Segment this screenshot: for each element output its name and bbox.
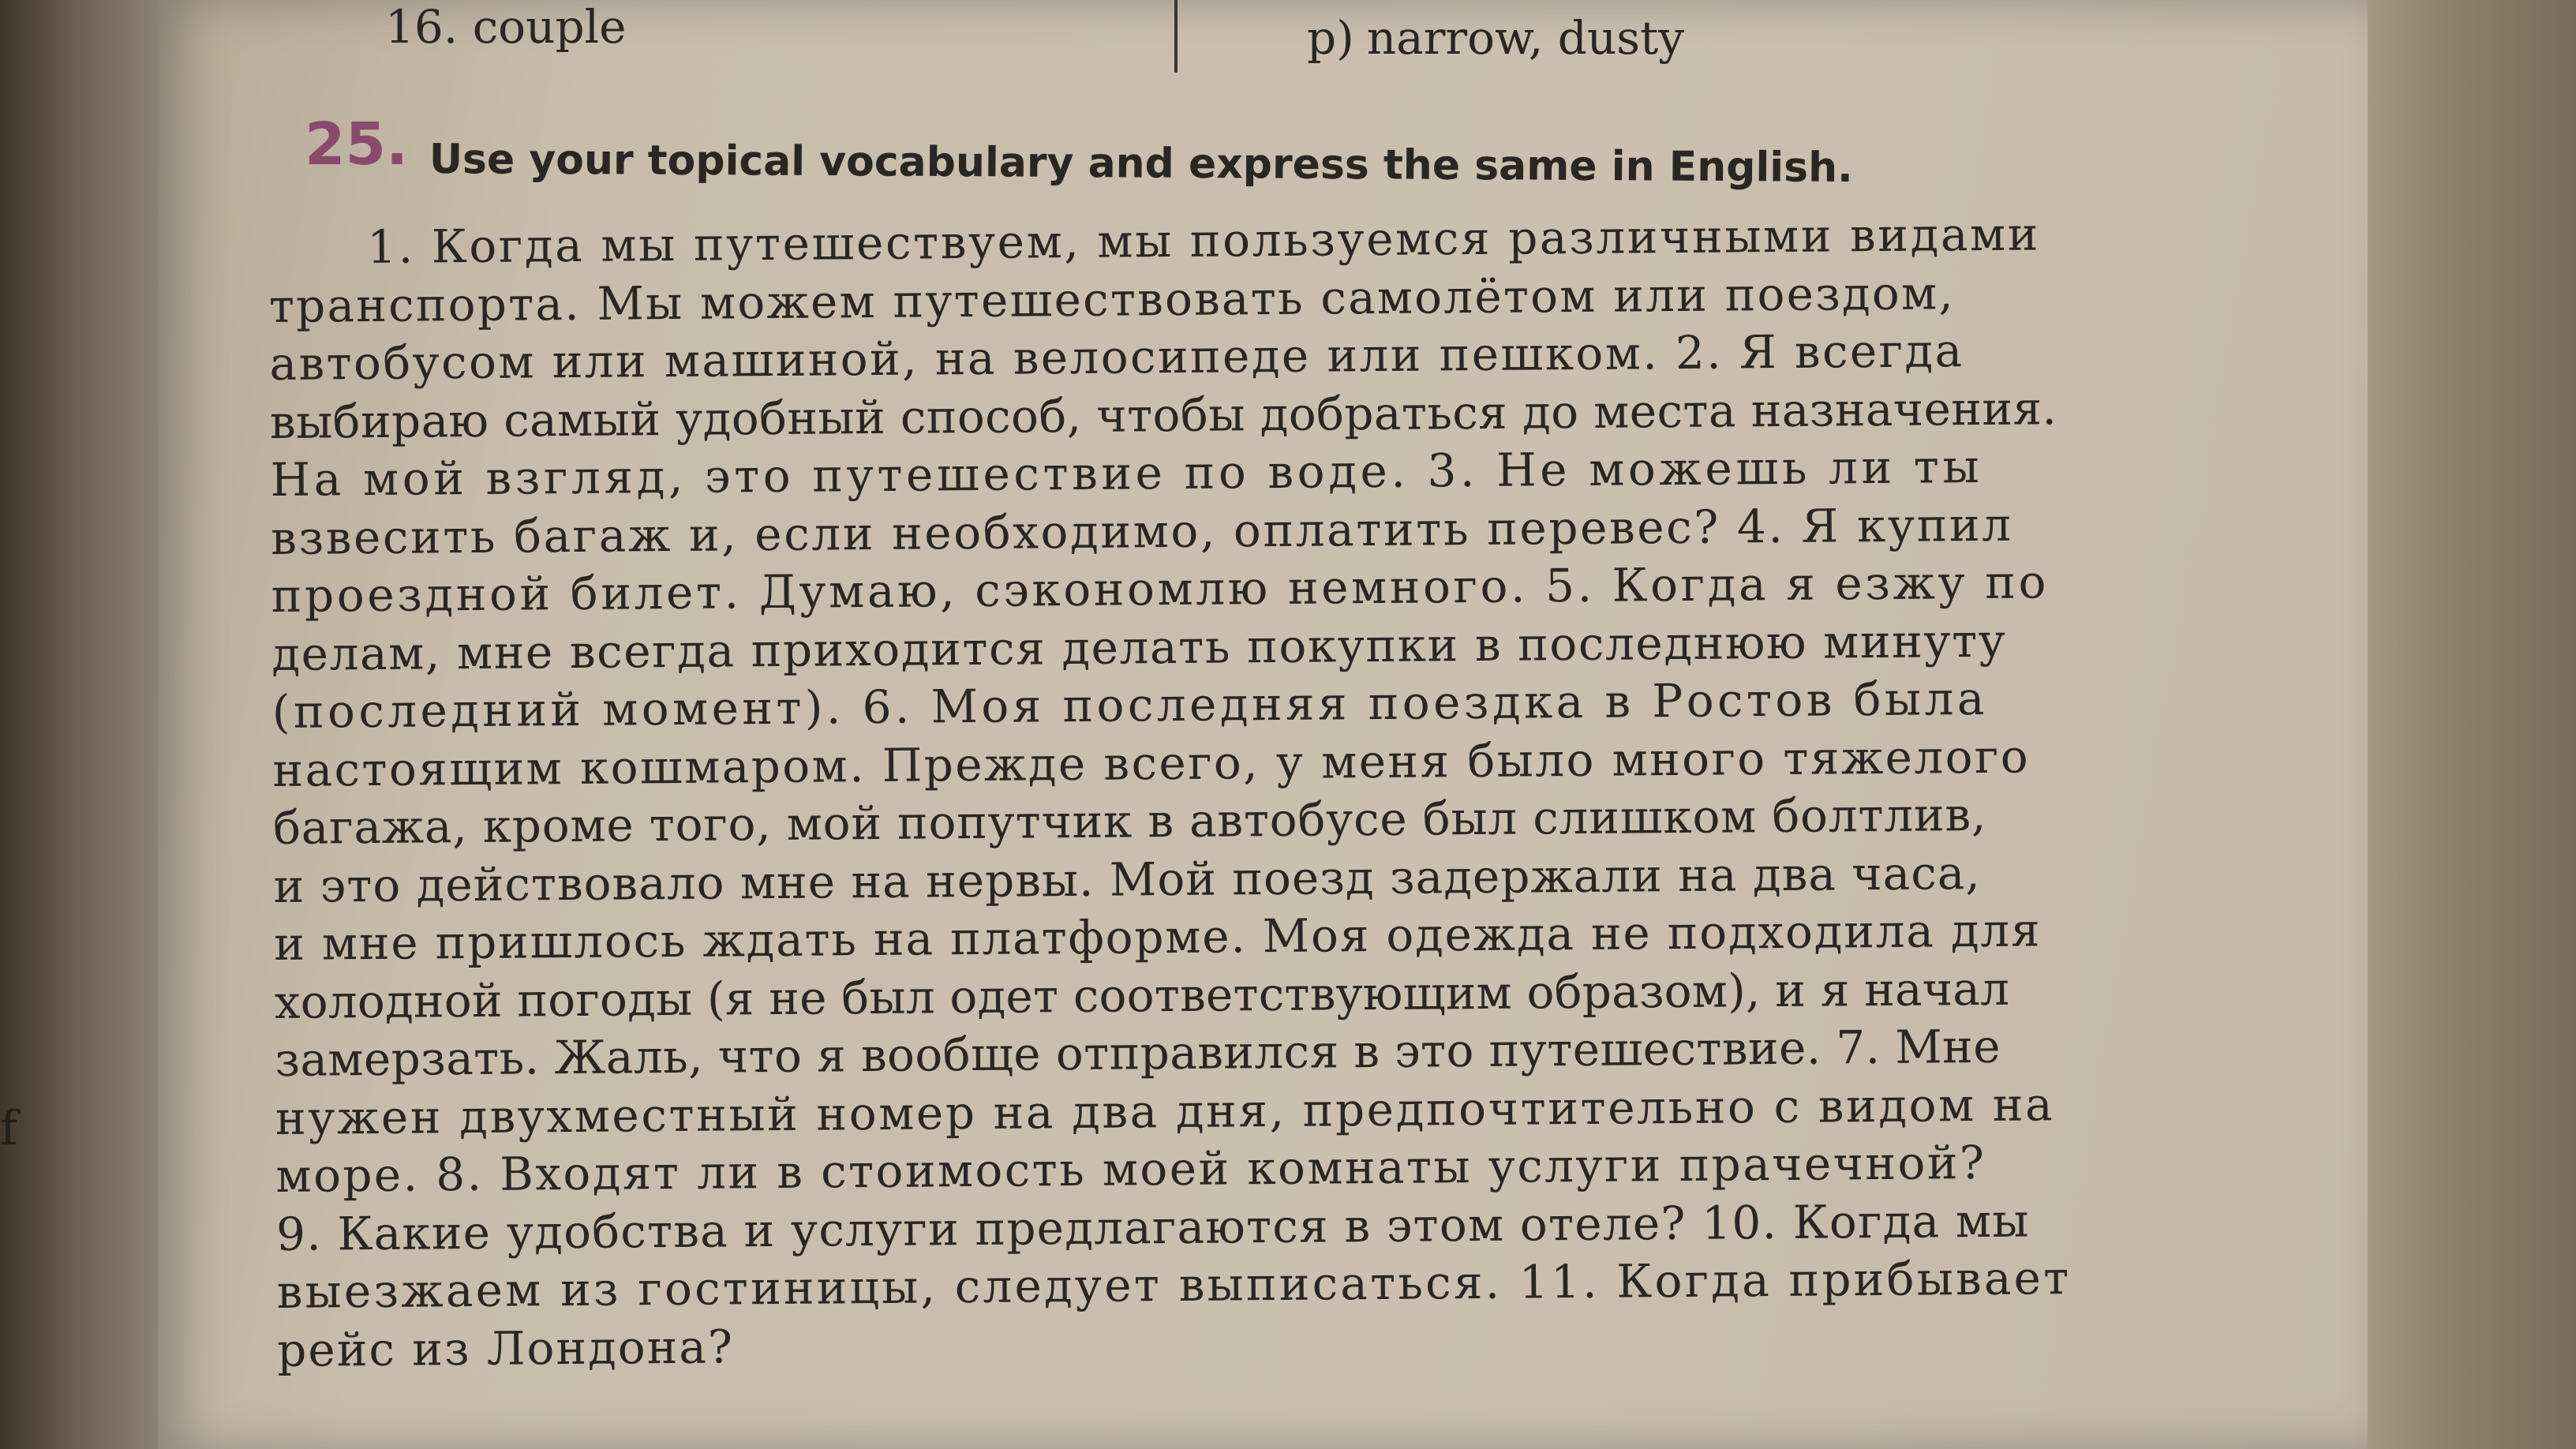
text-line: холодной погоды (я не был одет соответствующим образом), и я начал xyxy=(274,961,2010,1029)
previous-item-phrase: narrow, dusty xyxy=(1366,11,1685,65)
text-line: транспорта. Мы можем путешествовать самолётом или поездом, xyxy=(268,265,1956,333)
left-page-letter-fragment: f xyxy=(0,1101,18,1156)
text-line: 1. Когда мы путешествуем, мы пользуемся различными видами xyxy=(367,207,2041,275)
text-line: и это действовало мне на нервы. Мой поезд задержали на два часа, xyxy=(273,845,1981,913)
column-divider xyxy=(1174,0,1178,73)
text-line: рейс из Лондона? xyxy=(276,1319,735,1377)
left-page-edge xyxy=(0,0,166,1449)
exercise-text xyxy=(268,204,2218,1380)
text-line: На мой взгляд, это путешествие по воде. 3. Не можешь ли ты xyxy=(270,439,1983,507)
previous-item-text: couple xyxy=(472,0,627,54)
page-right-shadow xyxy=(2368,0,2576,1449)
text-line: (последний момент). 6. Моя последняя поездка в Ростов была xyxy=(271,671,1988,739)
text-line: автобусом или машиной, на велосипеде или пешком. 2. Я всегда xyxy=(269,324,1964,391)
text-line: багажа, кроме того, мой попутчик в автобусе был слишком болтлив, xyxy=(272,787,1987,855)
text-line: замерзать. Жаль, что я вообще отправился в это путешествие. 7. Мне xyxy=(275,1019,2001,1087)
text-line: нужен двухместный номер на два дня, предпочтительно с видом на xyxy=(275,1076,2055,1145)
text-line: выбираю самый удобный способ, чтобы добраться до места назначения. xyxy=(269,380,2057,449)
text-line: море. 8. Входят ли в стоимость моей комнаты услуги прачечной? xyxy=(275,1135,1986,1203)
exercise-instruction: Use your topical vocabulary and express the same in English. xyxy=(429,136,1854,193)
previous-item-p xyxy=(1307,11,1684,65)
text-line: делам, мне всегда приходится делать покупки в последнюю минуту xyxy=(271,613,2007,681)
exercise-number: 25. xyxy=(305,110,409,178)
text-line: взвесить багаж и, если необходимо, оплатить перевес? 4. Я купил xyxy=(270,497,2013,565)
text-line: выезжаем из гостиницы, следует выписаться. 11. Когда прибывает xyxy=(276,1251,2072,1319)
text-line: проездной билет. Думаю, сэкономлю немного. 5. Когда я езжу по xyxy=(271,555,2050,623)
previous-item-16 xyxy=(385,0,626,54)
text-line: 9. Какие удобства и услуги предлагаются в этом отеле? 10. Когда мы xyxy=(275,1193,2030,1261)
previous-item-number: 16. xyxy=(385,0,459,54)
text-line: настоящим кошмаром. Прежде всего, у меня было много тяжелого xyxy=(272,728,2031,797)
text-line: и мне пришлось ждать на платформе. Моя одежда не подходила для xyxy=(273,903,2042,971)
previous-item-letter: p) xyxy=(1307,11,1354,65)
